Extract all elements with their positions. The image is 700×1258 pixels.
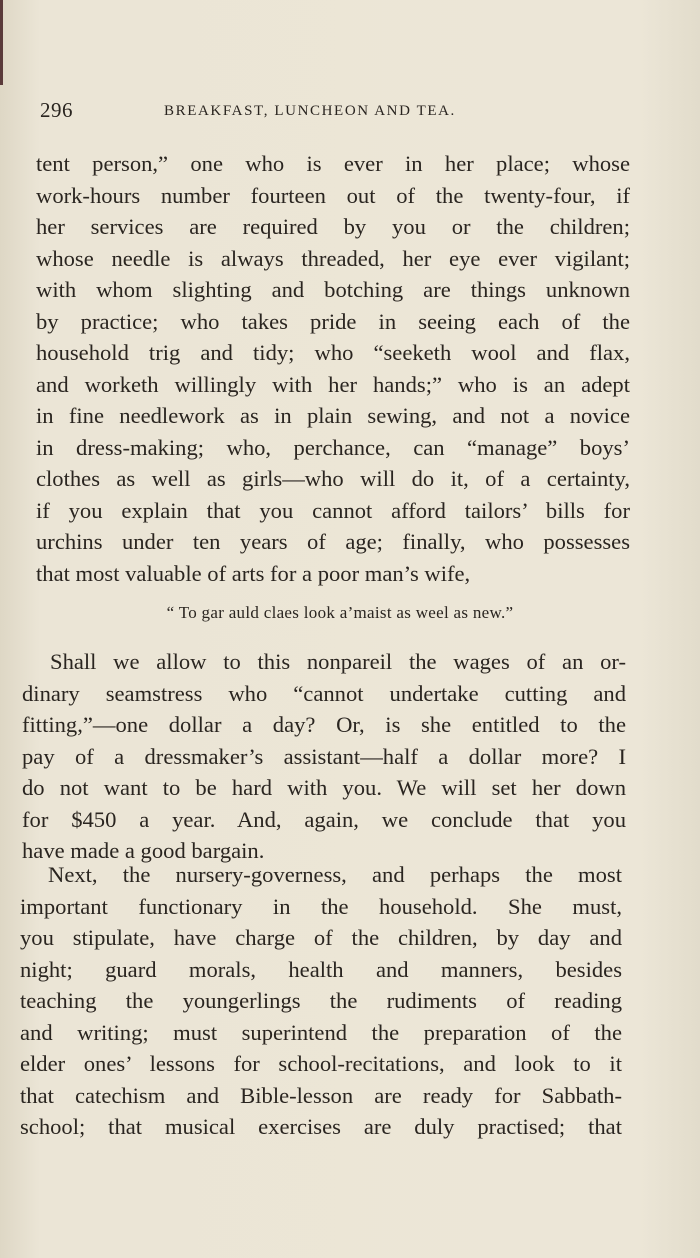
text-line: you stipulate, have charge of the children, by day and: [20, 925, 622, 950]
paragraph-continued: [36, 148, 630, 589]
page-edge-mark: [0, 0, 3, 85]
text-line: and worketh willingly with her hands;” who is an adept: [36, 371, 630, 397]
text-line: clothes as well as girls—who will do it, of a certainty,: [36, 466, 630, 491]
text-line: Next, the nursery-governess, and perhaps the most: [48, 862, 622, 887]
text-line: and writing; must superintend the preparation of the: [20, 1019, 622, 1045]
text-line: pay of a dressmaker’s assistant—half a dollar more? I: [22, 743, 626, 769]
text-line: work-hours number fourteen out of the twenty-four, if: [36, 182, 630, 208]
text-line: that catechism and Bible-lesson are ready for Sabbath-: [20, 1082, 622, 1108]
text-line: that most valuable of arts for a poor man’s wife,: [36, 560, 471, 586]
text-line: with whom slighting and botching are things unknown: [36, 277, 630, 302]
text-line: dinary seamstress who “cannot undertake cutting and: [22, 680, 626, 706]
text-line: household trig and tidy; who “seeketh wool and flax,: [36, 340, 630, 365]
text-line: important functionary in the household. She must,: [20, 893, 622, 919]
text-line: do not want to be hard with you. We will set her down: [22, 775, 626, 800]
text-line: her services are required by you or the children;: [36, 214, 630, 239]
paragraph-governess: [20, 859, 622, 1143]
text-line: elder ones’ lessons for school-recitations, and look to it: [20, 1051, 622, 1076]
text-line: if you explain that you cannot afford tailors’ bills for: [36, 497, 630, 523]
text-line: school; that musical exercises are duly practised; that: [20, 1114, 622, 1139]
text-line: tent person,” one who is ever in her place; whose: [36, 151, 630, 176]
running-head: BREAKFAST, LUNCHEON AND TEA.: [164, 103, 456, 119]
text-line: have made a good bargain.: [22, 838, 265, 863]
text-line: by practice; who takes pride in seeing each of the: [36, 308, 630, 334]
paragraph-wages: [22, 646, 626, 867]
text-line: for $450 a year. And, again, we conclude that you: [22, 806, 626, 832]
text-line: teaching the youngerlings the rudiments of reading: [20, 988, 622, 1013]
text-line: urchins under ten years of age; finally, who possesses: [36, 529, 630, 554]
text-line: night; guard morals, health and manners, besides: [20, 956, 622, 982]
text-line: Shall we allow to this nonpareil the wages of an or-: [50, 649, 626, 674]
quotation-line: “ To gar auld claes look a’maist as weel as new.”: [166, 603, 514, 622]
text-line: whose needle is always threaded, her eye ever vigilant;: [36, 245, 630, 271]
page-header: [40, 98, 640, 128]
text-line: in fine needlework as in plain sewing, and not a novice: [36, 403, 630, 428]
text-line: fitting,”—one dollar a day? Or, is she entitled to the: [22, 712, 626, 737]
page-number: 296: [40, 98, 73, 122]
text-line: in dress-making; who, perchance, can “manage” boys’: [36, 434, 630, 460]
